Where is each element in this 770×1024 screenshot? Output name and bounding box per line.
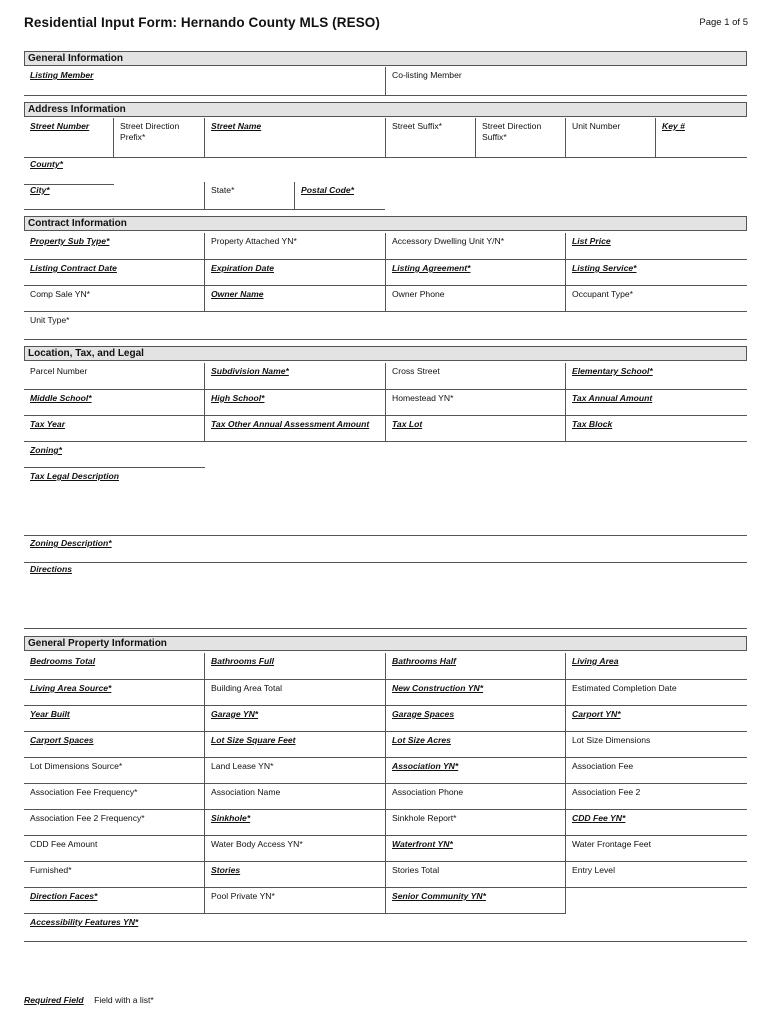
field-comp-sale[interactable]: Comp Sale YN* (24, 286, 205, 312)
field-association-fee[interactable]: Association Fee (566, 758, 747, 784)
field-lot-dimensions-source[interactable]: Lot Dimensions Source* (24, 758, 205, 784)
field-direction-faces[interactable]: Direction Faces* (24, 888, 205, 914)
field-sinkhole-report[interactable]: Sinkhole Report* (386, 810, 566, 836)
field-unit-number[interactable]: Unit Number (566, 118, 656, 158)
section-address-information: Address Information (24, 102, 747, 117)
field-carport-spaces[interactable]: Carport Spaces (24, 732, 205, 758)
field-water-body-access[interactable]: Water Body Access YN* (205, 836, 386, 862)
section-location-tax-legal: Location, Tax, and Legal (24, 346, 747, 361)
field-middle-school[interactable]: Middle School* (24, 390, 205, 416)
field-street-direction-suffix[interactable]: Street Direction Suffix* (476, 118, 566, 158)
field-street-number[interactable]: Street Number (24, 118, 114, 158)
field-new-construction[interactable]: New Construction YN* (386, 680, 566, 706)
field-parcel-number[interactable]: Parcel Number (24, 363, 205, 390)
field-high-school[interactable]: High School* (205, 390, 386, 416)
field-bathrooms-full[interactable]: Bathrooms Full (205, 653, 386, 680)
field-street-direction-prefix[interactable]: Street Direction Prefix* (114, 118, 205, 158)
field-living-area-source[interactable]: Living Area Source* (24, 680, 205, 706)
field-entry-level[interactable]: Entry Level (566, 862, 747, 888)
field-owner-name[interactable]: Owner Name (205, 286, 386, 312)
field-directions[interactable]: Directions (24, 561, 747, 629)
field-listing-agreement[interactable]: Listing Agreement* (386, 260, 566, 286)
field-listing-member[interactable]: Listing Member (24, 67, 386, 96)
section-general-property-information: General Property Information (24, 636, 747, 651)
form-title: Residential Input Form: Hernando County MLS (RESO) (24, 15, 380, 30)
field-living-area[interactable]: Living Area (566, 653, 747, 680)
field-carport-yn[interactable]: Carport YN* (566, 706, 747, 732)
field-homestead[interactable]: Homestead YN* (386, 390, 566, 416)
field-cdd-fee-amount[interactable]: CDD Fee Amount (24, 836, 205, 862)
field-street-suffix[interactable]: Street Suffix* (386, 118, 476, 158)
section-contract-information: Contract Information (24, 216, 747, 231)
field-colisting-member[interactable]: Co-listing Member (386, 67, 747, 96)
field-association-yn[interactable]: Association YN* (386, 758, 566, 784)
field-listing-service[interactable]: Listing Service* (566, 260, 747, 286)
field-furnished[interactable]: Furnished* (24, 862, 205, 888)
field-property-sub-type[interactable]: Property Sub Type* (24, 233, 205, 260)
field-accessory-dwelling-unit[interactable]: Accessory Dwelling Unit Y/N* (386, 233, 566, 260)
field-garage-yn[interactable]: Garage YN* (205, 706, 386, 732)
field-postal-code[interactable]: Postal Code* (295, 182, 385, 210)
field-owner-phone[interactable]: Owner Phone (386, 286, 566, 312)
field-subdivision-name[interactable]: Subdivision Name* (205, 363, 386, 390)
field-lot-size-acres[interactable]: Lot Size Acres (386, 732, 566, 758)
legend-list-field: Field with a list* (94, 995, 154, 1005)
field-list-price[interactable]: List Price (566, 233, 747, 260)
page-number: Page 1 of 5 (699, 17, 748, 28)
field-estimated-completion-date[interactable]: Estimated Completion Date (566, 680, 747, 706)
field-tax-annual-amount[interactable]: Tax Annual Amount (566, 390, 747, 416)
field-state[interactable]: State* (205, 182, 295, 210)
field-association-fee-2[interactable]: Association Fee 2 (566, 784, 747, 810)
field-bathrooms-half[interactable]: Bathrooms Half (386, 653, 566, 680)
field-accessibility-features[interactable]: Accessibility Features YN* (24, 914, 747, 942)
field-association-fee-2-frequency[interactable]: Association Fee 2 Frequency* (24, 810, 205, 836)
field-association-phone[interactable]: Association Phone (386, 784, 566, 810)
field-elementary-school[interactable]: Elementary School* (566, 363, 747, 390)
field-lot-size-square-feet[interactable]: Lot Size Square Feet (205, 732, 386, 758)
field-key-number[interactable]: Key # (656, 118, 747, 158)
field-county[interactable]: County* (24, 156, 114, 185)
field-tax-lot[interactable]: Tax Lot (386, 416, 566, 442)
section-general-information: General Information (24, 51, 747, 66)
field-unit-type[interactable]: Unit Type* (24, 312, 747, 340)
field-zoning[interactable]: Zoning* (24, 442, 205, 468)
field-listing-contract-date[interactable]: Listing Contract Date (24, 260, 205, 286)
field-pool-private[interactable]: Pool Private YN* (205, 888, 386, 914)
legend-required-field: Required Field (24, 995, 84, 1005)
field-association-fee-frequency[interactable]: Association Fee Frequency* (24, 784, 205, 810)
field-waterfront-yn[interactable]: Waterfront YN* (386, 836, 566, 862)
field-zoning-description[interactable]: Zoning Description* (24, 535, 747, 563)
legend (24, 995, 154, 1005)
field-city[interactable]: City* (24, 182, 205, 210)
field-tax-block[interactable]: Tax Block (566, 416, 747, 442)
field-water-frontage-feet[interactable]: Water Frontage Feet (566, 836, 747, 862)
field-occupant-type[interactable]: Occupant Type* (566, 286, 747, 312)
field-cross-street[interactable]: Cross Street (386, 363, 566, 390)
field-stories-total[interactable]: Stories Total (386, 862, 566, 888)
field-association-name[interactable]: Association Name (205, 784, 386, 810)
field-garage-spaces[interactable]: Garage Spaces (386, 706, 566, 732)
field-lot-size-dimensions[interactable]: Lot Size Dimensions (566, 732, 747, 758)
field-stories[interactable]: Stories (205, 862, 386, 888)
field-property-attached[interactable]: Property Attached YN* (205, 233, 386, 260)
field-sinkhole[interactable]: Sinkhole* (205, 810, 386, 836)
field-land-lease[interactable]: Land Lease YN* (205, 758, 386, 784)
field-tax-legal-description[interactable]: Tax Legal Description (24, 468, 747, 536)
field-tax-other-annual-assessment[interactable]: Tax Other Annual Assessment Amount (205, 416, 386, 442)
field-cdd-fee-yn[interactable]: CDD Fee YN* (566, 810, 747, 836)
field-tax-year[interactable]: Tax Year (24, 416, 205, 442)
field-street-name[interactable]: Street Name (205, 118, 386, 158)
field-building-area-total[interactable]: Building Area Total (205, 680, 386, 706)
field-expiration-date[interactable]: Expiration Date (205, 260, 386, 286)
field-bedrooms-total[interactable]: Bedrooms Total (24, 653, 205, 680)
field-year-built[interactable]: Year Built (24, 706, 205, 732)
field-senior-community[interactable]: Senior Community YN* (386, 888, 566, 914)
